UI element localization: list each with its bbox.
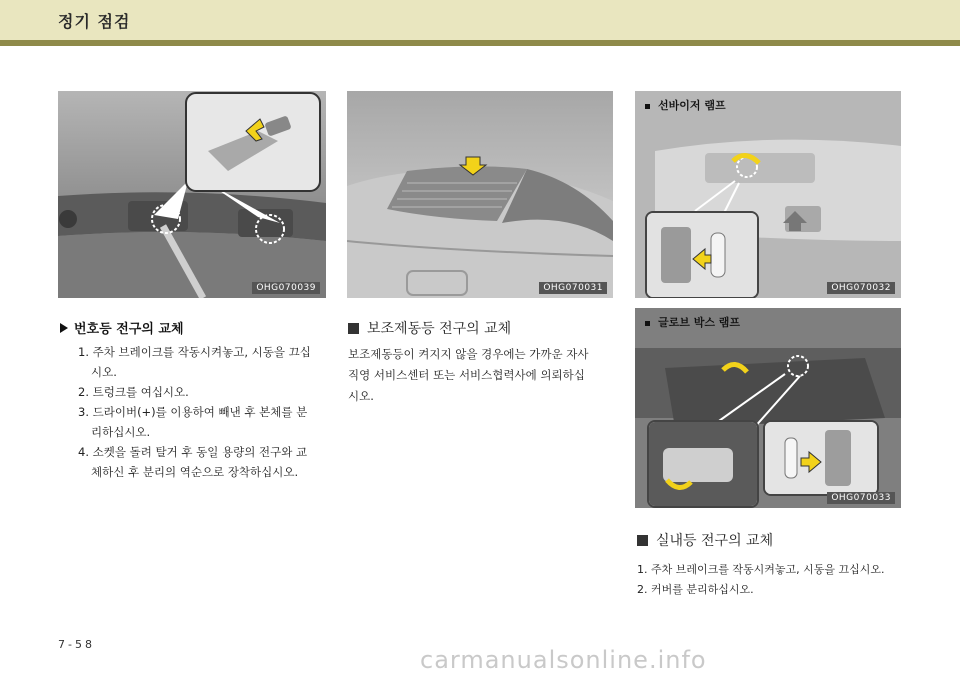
license-lamp-photo [58, 91, 326, 298]
header-rule [0, 40, 960, 46]
list-item: 1. 주차 브레이크를 작동시켜놓고, 시동을 끄십 [78, 345, 311, 359]
glovebox-caption: 글로브 박스 램프 [645, 314, 740, 330]
figure-code: OHG070033 [827, 492, 895, 504]
list-item: 시오. [91, 365, 117, 379]
brake-lamp-photo [347, 91, 613, 298]
list-item: 1. 주차 브레이크를 작동시켜놓고, 시동을 끄십시오. [637, 563, 885, 576]
festoon-bulb-illustration [765, 422, 877, 494]
page-header [0, 0, 960, 40]
festoon-bulb-illustration [647, 213, 757, 297]
interior-steps [637, 560, 927, 600]
visor-bulb-inset [645, 211, 759, 298]
square-bullet-icon [637, 535, 648, 546]
text-line: 직영 서비스센터 또는 서비스협력사에 의뢰하십 [348, 368, 585, 382]
interior-heading: 실내등 전구의 교체 [637, 530, 773, 550]
lamp-cover-illustration [649, 422, 757, 506]
chapter-title: 정기 점검 [58, 12, 131, 31]
bullet-square [645, 321, 650, 326]
license-steps [78, 342, 328, 482]
text-line: 시오. [348, 389, 374, 403]
list-item: 2. 커버를 분리하십시오. [637, 583, 754, 596]
car-rear-illustration [347, 91, 613, 298]
list-item: 2. 트렁크를 여십시오. [78, 385, 189, 399]
figure-code: OHG070032 [827, 282, 895, 294]
list-item: 리하십시오. [91, 425, 151, 439]
list-item: 4. 소켓을 돌려 탈거 후 동일 용량의 전구와 교 [78, 445, 308, 459]
bullet-square [645, 104, 650, 109]
figure-code: OHG070031 [539, 282, 607, 294]
glovebox-cover-inset [647, 420, 759, 508]
triangle-bullet-icon [60, 323, 68, 333]
brake-text [348, 344, 614, 407]
license-heading: 번호등 전구의 교체 [60, 318, 184, 337]
list-item: 3. 드라이버(+)를 이용하여 빼낸 후 본체를 분 [78, 405, 308, 419]
glovebox-lamp-photo [635, 308, 901, 508]
license-lamp-illustration [58, 91, 326, 298]
figure-code: OHG070039 [252, 282, 320, 294]
visor-lamp-photo [635, 91, 901, 298]
visor-caption: 선바이저 램프 [645, 97, 726, 113]
page-number: 7-58 [58, 638, 95, 651]
watermark-text: carmanualsonline.info [420, 646, 707, 674]
square-bullet-icon [348, 323, 359, 334]
list-item: 체하신 후 분리의 역순으로 장착하십시오. [91, 465, 299, 479]
glovebox-bulb-inset [763, 420, 879, 496]
text-line: 보조제동등이 켜지지 않을 경우에는 가까운 자사 [348, 347, 589, 361]
brake-heading: 보조제동등 전구의 교체 [348, 318, 511, 338]
